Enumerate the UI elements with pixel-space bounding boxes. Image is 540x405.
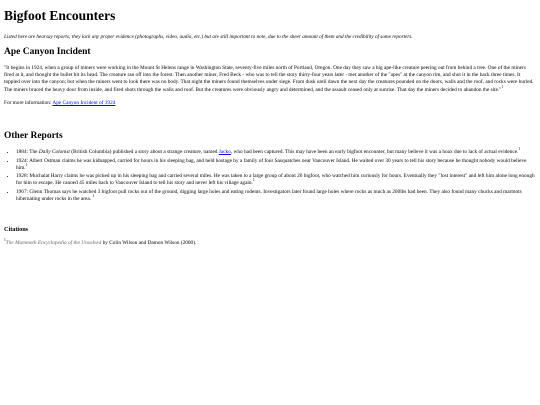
footnote-ref[interactable]: 1	[25, 163, 28, 168]
section-heading-ape-canyon: Ape Canyon Incident	[4, 46, 91, 57]
list-item	[16, 158, 536, 173]
more-info-label: For more information:	[4, 99, 53, 106]
citation-title: The Mammoth Encyclopedia of the Unsolved	[5, 240, 102, 247]
citation-number: 1	[4, 238, 6, 243]
reports-list	[4, 149, 536, 203]
intro-note: Listed here are hearsay reports; they lack any proper evidence (photographs, video, audio, etc.) but are still important to note, due to the sheer amount of them and the credibility of some reporters.	[4, 34, 413, 40]
footnote-ref[interactable]: 1	[501, 84, 504, 89]
report-text: 1967: Glenn Thomas says he watched 3 bigfoot pull rocks out of the ground, digging large holes and eating rodents. Investigators later found large holes where rocks as much as 200lbs had been. They also found many chucks and marmots hibernating under rocks in the area.	[16, 188, 522, 203]
report-text: 1928: Muchalat Harry claims he was picked up in his sleeping bag and carried several miles. He was taken to a large group of about 20 bigfoot, who watched him curiously for hours. Eventually they "lost interest" and left him alone long enough for him to escape. He canoed 45 miles back to Vancouver Island to tell his story and never left his village again.	[16, 173, 535, 187]
footnote-ref[interactable]: 1	[92, 194, 95, 199]
ape-canyon-quote-text: "It begins in 1924, when a group of miners were working in the Mount St Helens range in Washington State, seventy-five miles north of Portland, Oregon. One day they saw a big ape-like creature peering out from behind a tree. One of the miners fired at it, and thought the bullet hit its head. The creature ran off into the forest. Then another miner, Fred Beck - who was to tell the story thirty-four years later - met another of the "apes" at the canyon rim, and shot it in the back three times. It toppled over into the canyon; but when the miners went to look there was no body. That night the miners found themselves under siege. From dusk until dawn the next day the creatures pounded on the doors, walls and the roof, and rocks were hurled. The miners braced the heavy door from inside, and fired shots through the walls and roof. But the creatures were obviously angry and determined, and the assault ceased only at sunrise. That day the miners decided to abandon the site."	[4, 64, 534, 93]
list-item	[16, 173, 536, 188]
section-heading-citations: Citations	[4, 226, 29, 234]
ape-canyon-link[interactable]: Ape Canyon Incident of 1924	[52, 99, 116, 106]
footnote-ref[interactable]: 1	[518, 147, 521, 152]
jacko-link[interactable]: Jacko	[218, 149, 231, 156]
ape-canyon-quote	[4, 65, 536, 94]
newspaper-name: Daily Colonist	[38, 149, 70, 156]
citation	[4, 240, 536, 247]
report-text: 1884: The	[16, 149, 39, 156]
report-text: (British Columbia) published a story about a strange creature, named	[69, 149, 219, 156]
section-heading-other-reports: Other Reports	[4, 131, 63, 142]
list-item	[16, 189, 536, 204]
citation-authors: by Colin Wilson and Damon Wilson (2000).	[101, 240, 197, 247]
page-title: Bigfoot Encounters	[4, 8, 116, 23]
report-text: 1924: Albert Ostman claims he was kidnapped, carried for hours in his sleeping bag, and held hostage by a family of four Sasquatches near Vancouver Island. He waited over 30 years to tell his story because he thought nobody would believe him.	[16, 157, 527, 171]
report-text: , who had been captured. This may have been an early bigfoot encounter, but many believe it was a hoax due to lack of actual evidence.	[230, 149, 519, 156]
more-info	[4, 100, 536, 107]
list-item	[16, 149, 536, 156]
footnote-ref[interactable]: 1	[252, 178, 255, 183]
